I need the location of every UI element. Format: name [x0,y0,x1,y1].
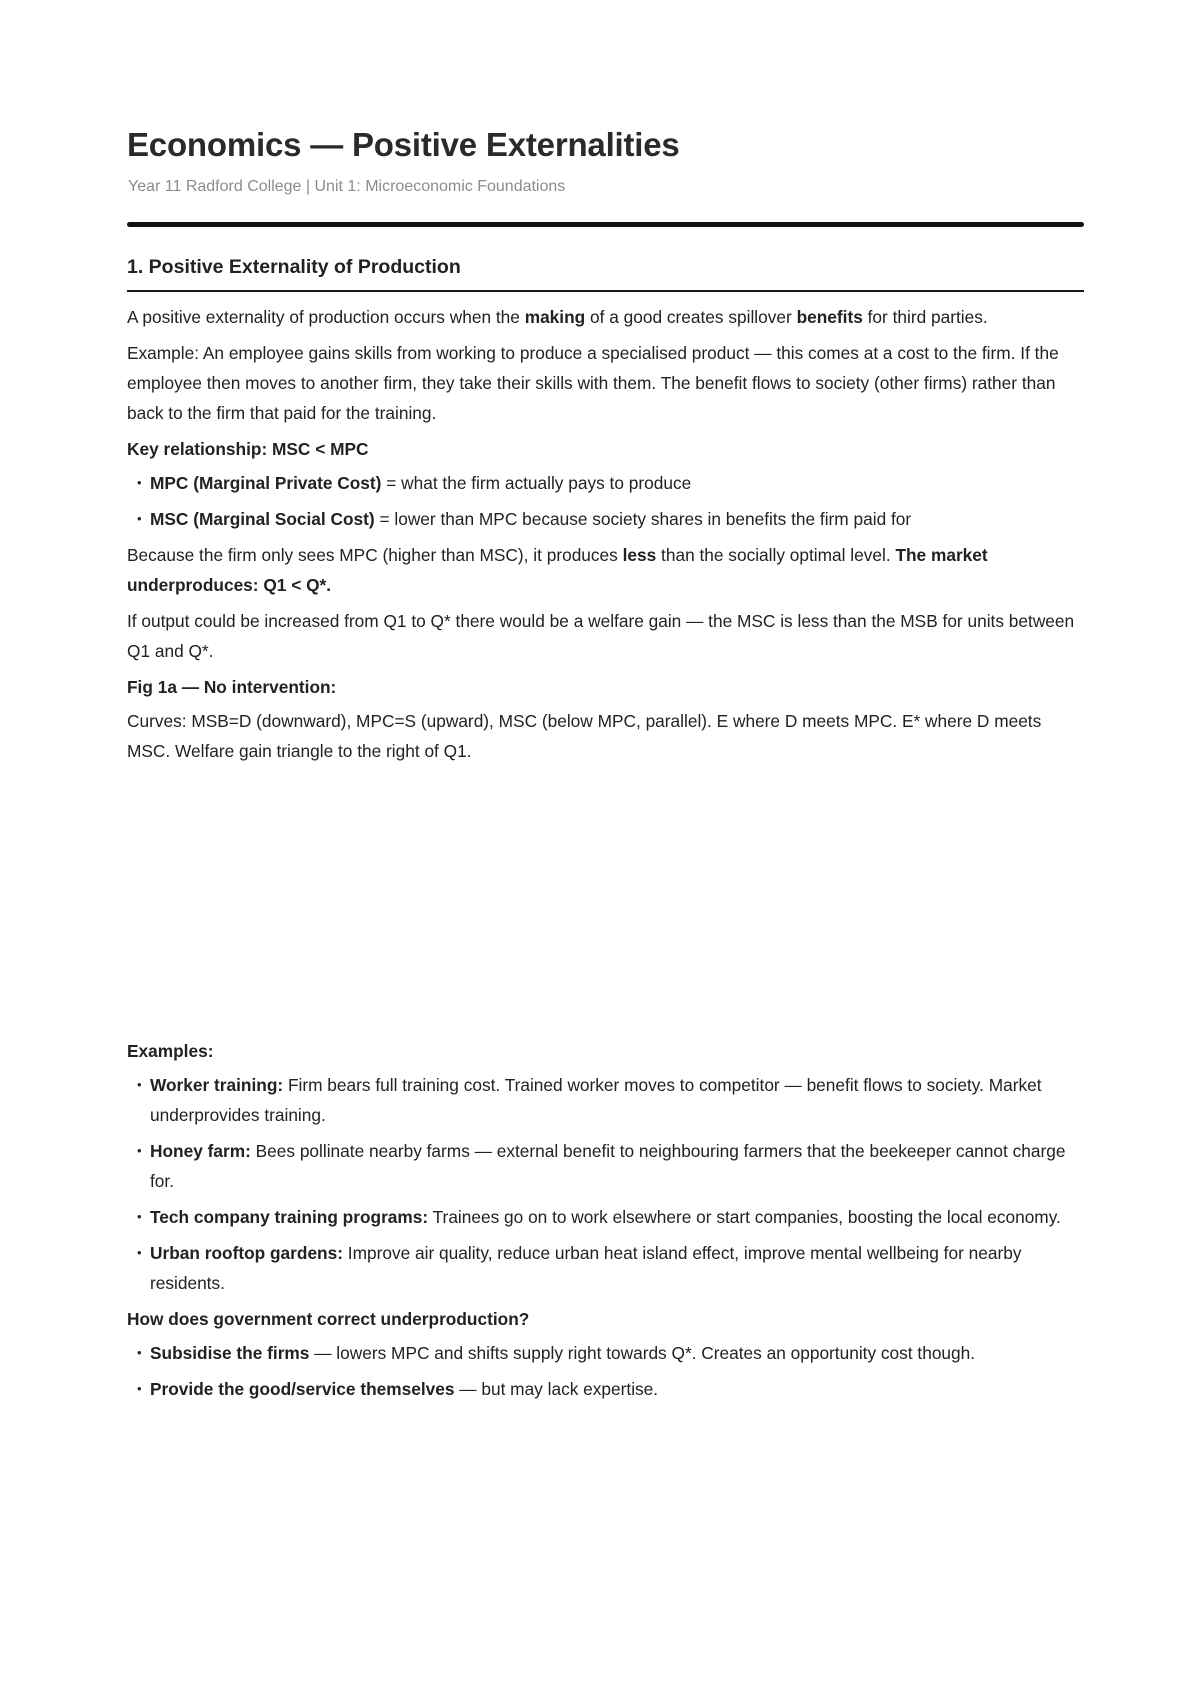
list-item [127,468,1084,498]
because-bold-less: less [622,545,657,565]
document-title: Economics — Positive Externalities [127,126,680,163]
bullet-term: Honey farm: [150,1141,251,1161]
list-item [127,1338,1084,1368]
welfare-paragraph: If output could be increased from Q1 to Q* there would be a welfare gain — the MSC is less than the MSB for units between Q1 and Q*. [127,611,1075,661]
bullet-text: = what the firm actually pays to produce [381,473,692,493]
intro-text-2: of a good creates spillover [585,307,797,327]
because-text-1: Because the firm only sees MPC (higher than MSC), it produces [127,545,623,565]
title-divider [127,222,1084,227]
examples-label: Examples: [127,1041,214,1061]
figure-label: Fig 1a — No intervention: [127,677,337,697]
bullet-term: MSC (Marginal Social Cost) [150,509,375,529]
government-label: How does government correct underproduction? [127,1309,530,1329]
bullet-term: Urban rooftop gardens: [150,1243,343,1263]
list-item [127,1136,1084,1196]
example-paragraph: Example: An employee gains skills from working to produce a specialised product — this comes at a cost to the firm. If the employee then moves to another firm, they take their skills with them. The benefit flows to society (other firms) rather than back to the firm that paid for the training. [127,343,1059,423]
list-item [127,1238,1084,1298]
list-item [127,1374,1084,1404]
bullet-text: — but may lack expertise. [454,1379,659,1399]
list-item [127,1202,1084,1232]
document-subtitle: Year 11 Radford College | Unit 1: Microeconomic Foundations [128,178,566,195]
bullet-term: Worker training: [150,1075,284,1095]
because-text-2: than the socially optimal level. [656,545,896,565]
figure-description: Curves: MSB=D (downward), MPC=S (upward), MSC (below MPC, parallel). E where D meets MPC. E* where D meets MSC. Welfare gain triangle to the right of Q1. [127,711,1042,761]
list-item [127,1070,1084,1130]
bullet-text: = lower than MPC because society shares in benefits the firm paid for [374,509,912,529]
list-item [127,504,1084,534]
intro-text-3: for third parties. [862,307,988,327]
bullet-text: Bees pollinate nearby farms — external benefit to neighbouring farmers that the beekeeper cannot charge for. [150,1141,1066,1191]
document-body [127,252,1084,1410]
bullet-term: Tech company training programs: [150,1207,429,1227]
figure-placeholder [127,772,1084,1030]
bullet-text: Firm bears full training cost. Trained worker moves to competitor — benefit flows to society. Market underprovides training. [150,1075,1042,1125]
bullet-text: Trainees go on to work elsewhere or start companies, boosting the local economy. [428,1207,1061,1227]
government-list [127,1338,1084,1404]
bullet-text: — lowers MPC and shifts supply right towards Q*. Creates an opportunity cost though. [309,1343,976,1363]
intro-text-1: A positive externality of production occurs when the [127,307,525,327]
key-relationship-list [127,468,1084,534]
intro-bold-making: making [524,307,586,327]
intro-bold-benefits: benefits [796,307,863,327]
bullet-term: Provide the good/service themselves [150,1379,455,1399]
bullet-term: Subsidise the firms [150,1343,310,1363]
key-relationship-label: Key relationship: MSC < MPC [127,439,369,459]
section-heading: 1. Positive Externality of Production [127,252,1084,292]
examples-list [127,1070,1084,1298]
bullet-term: MPC (Marginal Private Cost) [150,473,382,493]
because-bold-underproduces: The market underproduces: Q1 < Q*. [127,545,988,595]
because-paragraph [127,540,1084,600]
bullet-text: Improve air quality, reduce urban heat island effect, improve mental wellbeing for nearby residents. [150,1243,1022,1293]
intro-paragraph [127,302,1084,332]
